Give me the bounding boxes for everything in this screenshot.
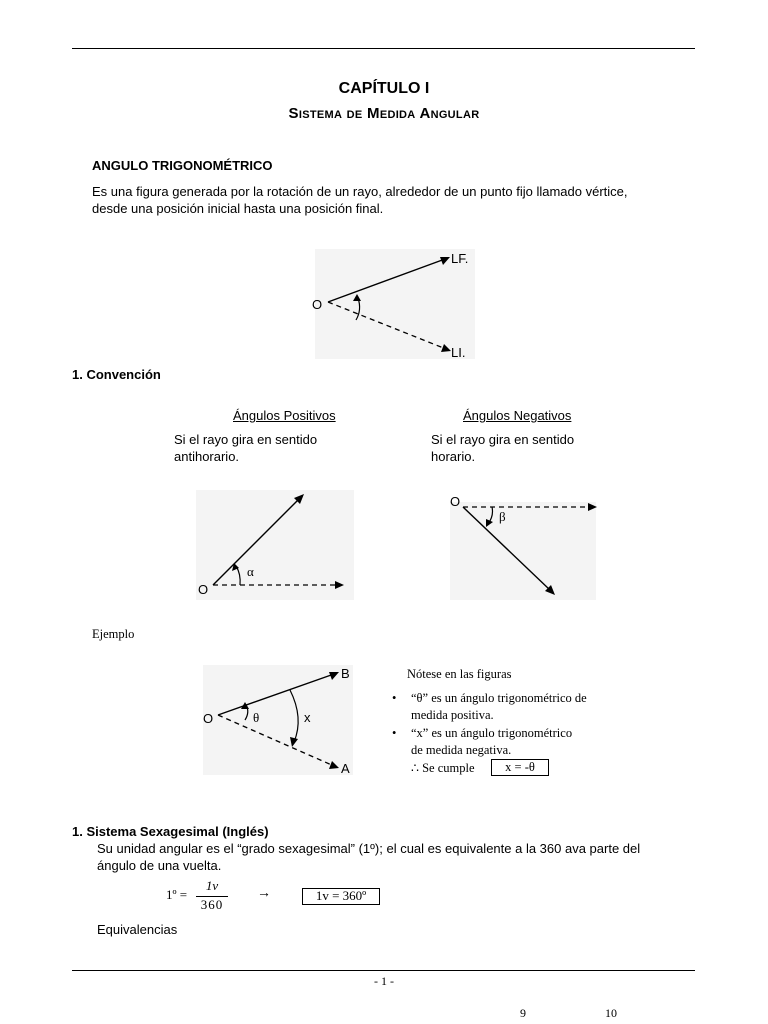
bullet-2-line2: de medida negativa. bbox=[411, 743, 512, 757]
boxed-result: 1v = 360º bbox=[302, 888, 380, 905]
example-vertex-label: O bbox=[203, 711, 214, 726]
chapter-title: CAPÍTULO I bbox=[338, 80, 430, 97]
negative-angles-line1: Si el rayo gira en sentido bbox=[431, 432, 575, 447]
final-ray-label: LF. bbox=[451, 251, 469, 266]
chapter-subtitle: Sistema de Medida Angular bbox=[288, 105, 480, 122]
section-angle-body-1: Es una figura generada por la rotación de un rayo, alrededor de un punto fijo llamado vértice, bbox=[92, 184, 628, 199]
positive-angles-title: Ángulos Positivos bbox=[233, 408, 336, 423]
footer-number-right: 10 bbox=[605, 1006, 617, 1020]
bullet-1-dot: • bbox=[392, 691, 397, 705]
example-label: Ejemplo bbox=[92, 627, 135, 641]
positive-angles-line1: Si el rayo gira en sentido bbox=[174, 432, 318, 447]
equivalences-label: Equivalencias bbox=[97, 922, 178, 937]
negative-angles-line2: horario. bbox=[431, 449, 476, 464]
sexagesimal-heading: 1. Sistema Sexagesimal (Inglés) bbox=[72, 824, 269, 839]
theta-label: θ bbox=[253, 710, 260, 725]
example-figure bbox=[200, 662, 360, 778]
bullet-1-line1: “θ” es un ángulo trigonométrico de bbox=[411, 691, 587, 705]
fraction-numerator: 1v bbox=[205, 878, 219, 893]
notes-title: Nótese en las figuras bbox=[407, 667, 512, 681]
conclusion-prefix: ∴ Se cumple bbox=[411, 761, 475, 775]
arrow: → bbox=[257, 886, 271, 901]
label-b: B bbox=[341, 666, 350, 681]
positive-angles-line2: antihorario. bbox=[174, 449, 240, 464]
sexagesimal-body-2: ángulo de una vuelta. bbox=[97, 858, 222, 873]
bullet-2-line1: “x” es un ángulo trigonométrico bbox=[411, 726, 573, 740]
formula-lhs: 1º = bbox=[166, 887, 188, 902]
conclusion-formula-box: x = -θ bbox=[491, 759, 549, 776]
alpha-label: α bbox=[247, 564, 254, 579]
initial-ray-label: LI. bbox=[451, 345, 466, 360]
positive-angle-figure bbox=[196, 490, 356, 602]
section-angle-body-2: desde una posición inicial hasta una posición final. bbox=[92, 201, 384, 216]
negative-angle-figure bbox=[448, 494, 600, 602]
bullet-2-dot: • bbox=[392, 726, 397, 740]
x-label: x bbox=[304, 710, 311, 725]
label-a: A bbox=[341, 761, 350, 776]
sexagesimal-body-1: Su unidad angular es el “grado sexagesimal” (1º); el cual es equivalente a la 360 ava parte del bbox=[97, 841, 641, 856]
footer-number-left: 9 bbox=[520, 1006, 526, 1020]
bullet-1-line2: medida positiva. bbox=[411, 708, 494, 722]
section-heading-angle: ANGULO TRIGONOMÉTRICO bbox=[92, 158, 273, 173]
beta-label: β bbox=[499, 509, 506, 524]
negative-angles-title: Ángulos Negativos bbox=[463, 408, 572, 423]
fraction-denominator: 360 bbox=[200, 897, 224, 912]
positive-vertex-label: O bbox=[198, 582, 209, 597]
negative-vertex-label: O bbox=[450, 494, 461, 509]
trig-angle-figure bbox=[312, 246, 480, 362]
page-number: - 1 - bbox=[374, 974, 394, 988]
bottom-rule bbox=[72, 970, 695, 971]
convention-heading: 1. Convención bbox=[72, 367, 161, 382]
vertex-label: O bbox=[312, 297, 323, 312]
top-rule bbox=[72, 48, 695, 49]
